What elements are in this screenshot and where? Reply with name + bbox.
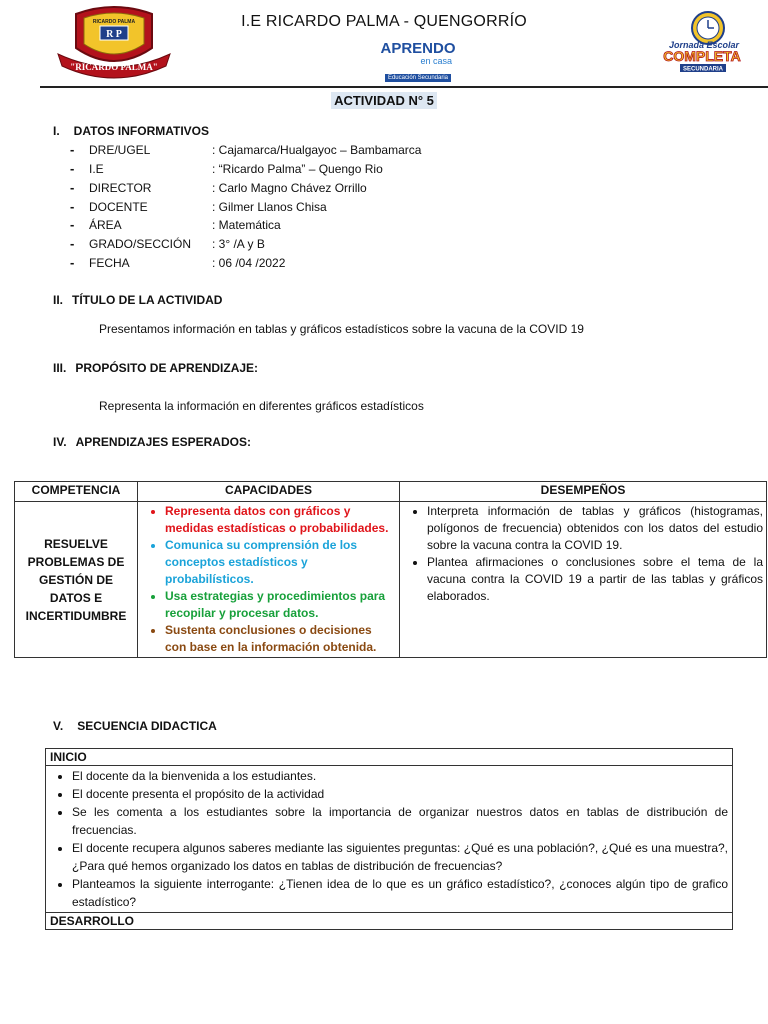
svg-text:COMPLETA: COMPLETA — [663, 48, 741, 64]
header-desempenos: DESEMPEÑOS — [400, 482, 767, 502]
header-competencia: COMPETENCIA — [15, 482, 138, 502]
didactic-sequence-table — [45, 748, 733, 930]
competency-table — [14, 481, 767, 658]
aprendo-logo-line2: en casa — [420, 56, 452, 66]
desarrollo-label: DESARROLLO — [46, 913, 733, 930]
aprendo-en-casa-logo — [378, 41, 458, 83]
header-capacidades: CAPACIDADES — [138, 482, 400, 502]
svg-text:SECUNDARIA: SECUNDARIA — [682, 66, 724, 73]
svg-text:R P: R P — [106, 29, 122, 40]
svg-text:"RICARDO PALMA": "RICARDO PALMA" — [70, 62, 158, 72]
school-title: I.E RICARDO PALMA - QUENGORRÍO — [241, 13, 527, 30]
section-4-heading: IV. APRENDIZAJES ESPERADOS: — [53, 435, 251, 449]
sequence-item: • El docente da la bienvenida a los estudiantes. — [72, 767, 728, 785]
section-2-heading: II. TÍTULO DE LA ACTIVIDAD — [53, 293, 223, 307]
jornada-escolar-completa-logo — [650, 8, 755, 74]
svg-text:Jornada Escolar: Jornada Escolar — [668, 40, 740, 50]
inicio-content — [46, 766, 733, 913]
inicio-label: INICIO — [46, 749, 733, 766]
sequence-item: • El docente recupera algunos saberes mediante las siguientes preguntas: ¿Qué es una población?, ¿Qué es una muestra?, ¿Para qué hemos organizado los datos en tablas de distribución de frecuencias? — [72, 839, 728, 875]
activity-title: ACTIVIDAD N° 5 — [0, 92, 768, 110]
section-1-heading: I. DATOS INFORMATIVOS — [53, 124, 210, 138]
desempeno-item: • Interpreta información de tablas y gráficos (histogramas, polígonos de frecuencia) obtenidos con los datos del estudio sobre la vacuna contra la COVID 19. — [427, 503, 763, 554]
header-divider — [40, 86, 768, 88]
capacidad-item: • Representa datos con gráficos y medidas estadísticas o probabilidades. — [165, 503, 396, 537]
capacidades-cell — [138, 502, 400, 658]
section-5-heading: V. SECUENCIA DIDACTICA — [53, 719, 217, 733]
capacidad-item: • Usa estrategias y procedimientos para recopilar y procesar datos. — [165, 588, 396, 622]
competency-table-row — [15, 502, 767, 658]
desempeno-item: • Plantea afirmaciones o conclusiones sobre el tema de la vacuna contra la COVID 19 a partir de las tablas y gráficos elaborados. — [427, 554, 763, 605]
competencia-cell: RESUELVE PROBLEMAS DE GESTIÓN DE DATOS E INCERTIDUMBRE — [15, 502, 138, 658]
activity-title-text: Presentamos información en tablas y gráficos estadísticos sobre la vacuna de la COVID 19 — [99, 322, 584, 336]
sequence-item: • El docente presenta el propósito de la actividad — [72, 785, 728, 803]
purpose-text: Representa la información en diferentes gráficos estadísticos — [99, 399, 424, 413]
capacidad-item: • Comunica su comprensión de los conceptos estadísticos y probabilísticos. — [165, 537, 396, 588]
svg-text:RICARDO PALMA: RICARDO PALMA — [92, 19, 136, 25]
section-3-heading: III. PROPÓSITO DE APRENDIZAJE: — [53, 361, 259, 375]
competency-table-header — [15, 482, 767, 502]
aprendo-logo-line1: APRENDO — [380, 40, 456, 57]
desempenos-cell — [400, 502, 767, 658]
capacidad-item: • Sustenta conclusiones o decisiones con base en la información obtenida. — [165, 622, 396, 656]
sequence-item: • Planteamos la siguiente interrogante: ¿Tienen idea de lo que es un gráfico estadístico?, ¿conoces algún tipo de grafico estadístico? — [72, 875, 728, 911]
sequence-item: • Se les comenta a los estudiantes sobre la importancia de organizar nuestros datos en tablas de distribución de frecuencias. — [72, 803, 728, 839]
aprendo-logo-line3: Educación Secundaria — [385, 74, 451, 82]
